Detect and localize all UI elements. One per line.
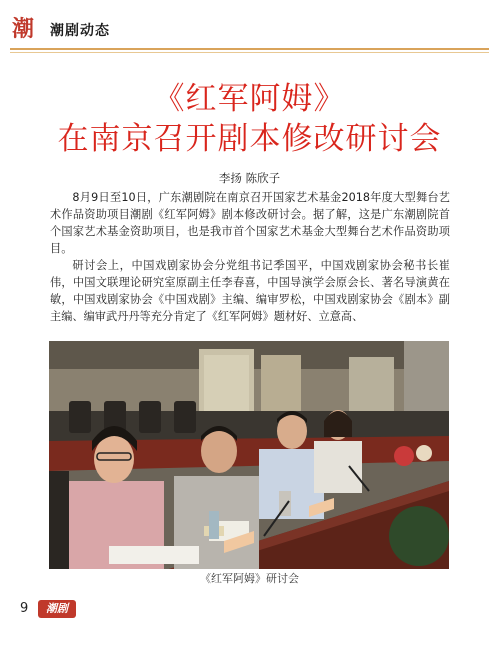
article-paragraph-2: 研讨会上，中国戏剧家协会分党组书记季国平，中国戏剧家协会秘书长崔伟，中国文联理论研究室原副主任李春喜，中国导演学会原会长、著名导演黄在敏，中国戏剧家协会《中国戏剧》主编、编审罗松，中国戏剧家协会《剧本》副主编、编审武丹丹等充分肯定了《红军阿姆》题材好、立意高、 (50, 259, 450, 323)
page-number: 9 (20, 601, 29, 616)
header-divider-thin (10, 52, 489, 53)
page-header (0, 0, 499, 56)
article-title-line-1: 《红军阿姆》 (153, 81, 346, 117)
section-logo-icon: 潮 (11, 16, 34, 42)
article-body (50, 189, 450, 325)
article-byline: 李扬 陈欣子 (218, 171, 281, 185)
section-title: 潮剧动态 (50, 23, 110, 39)
footer-logo-icon: 潮剧 (38, 600, 76, 618)
article-title-line-2: 在南京召开剧本修改研讨会 (57, 121, 442, 157)
header-divider (10, 48, 489, 50)
article-paragraph-1: 8月9日至10日，广东潮剧院在南京召开国家艺术基金2018年度大型舞台艺术作品资助项目潮剧《红军阿姆》剧本修改研讨会。据了解，这是广东潮剧院首个国家艺术基金资助项目，也是我市首个国家艺术基金大型舞台艺术作品资助项目。 (50, 191, 450, 255)
meeting-photo-illustration (49, 341, 449, 569)
photo-caption: 《红军阿姆》研讨会 (200, 572, 299, 585)
meeting-photo (49, 341, 449, 569)
